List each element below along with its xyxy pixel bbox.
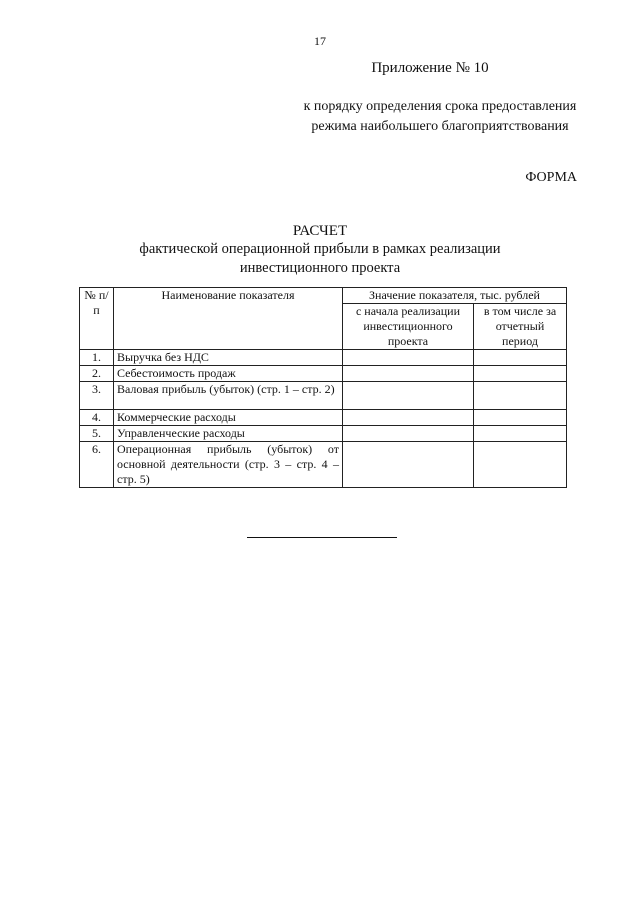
- row-name: Валовая прибыль (убыток) (стр. 1 – стр. 2): [114, 382, 343, 410]
- row-name: Управленческие расходы: [114, 426, 343, 442]
- form-label: ФОРМА: [525, 170, 577, 185]
- col-header-name: Наименование показателя: [114, 288, 343, 350]
- value-period-cell: [474, 350, 567, 366]
- row-number: 5.: [80, 426, 114, 442]
- row-name: Операционная прибыль (убыток) от основной деятельности (стр. 3 – стр. 4 – стр. 5): [114, 442, 343, 488]
- value-period-cell: [474, 382, 567, 410]
- table-row: [80, 350, 567, 366]
- value-from-start-cell: [343, 366, 474, 382]
- table-row: [80, 442, 567, 488]
- value-period-cell: [474, 442, 567, 488]
- value-from-start-cell: [343, 442, 474, 488]
- row-name: Выручка без НДС: [114, 350, 343, 366]
- table-row: [80, 382, 567, 410]
- document-title: РАСЧЕТ: [292, 223, 348, 239]
- col-header-period: в том числе за отчетный период: [474, 304, 567, 350]
- table-row: [80, 410, 567, 426]
- col-header-value-group: Значение показателя, тыс. рублей: [343, 288, 567, 304]
- row-number: 1.: [80, 350, 114, 366]
- row-name: Себестоимость продаж: [114, 366, 343, 382]
- value-from-start-cell: [343, 410, 474, 426]
- page-number: 17: [314, 34, 326, 48]
- document-subtitle: фактической операционной прибыли в рамках реализации инвестиционного проекта: [139, 241, 501, 276]
- closing-separator-line: [247, 537, 397, 538]
- row-number: 6.: [80, 442, 114, 488]
- appendix-title: Приложение № 10: [371, 60, 489, 76]
- value-period-cell: [474, 426, 567, 442]
- row-number: 2.: [80, 366, 114, 382]
- table-row: [80, 366, 567, 382]
- value-from-start-cell: [343, 426, 474, 442]
- table-row: [80, 426, 567, 442]
- row-number: 3.: [80, 382, 114, 410]
- value-period-cell: [474, 366, 567, 382]
- row-name: Коммерческие расходы: [114, 410, 343, 426]
- col-header-number: № п/п: [80, 288, 114, 350]
- value-from-start-cell: [343, 350, 474, 366]
- row-number: 4.: [80, 410, 114, 426]
- value-from-start-cell: [343, 382, 474, 410]
- value-period-cell: [474, 410, 567, 426]
- appendix-reference: к порядку определения срока предоставления режима наибольшего благоприятствования: [303, 99, 577, 134]
- col-header-from-start: с начала реализации инвестиционного проекта: [343, 304, 474, 350]
- calculation-table: [79, 287, 567, 488]
